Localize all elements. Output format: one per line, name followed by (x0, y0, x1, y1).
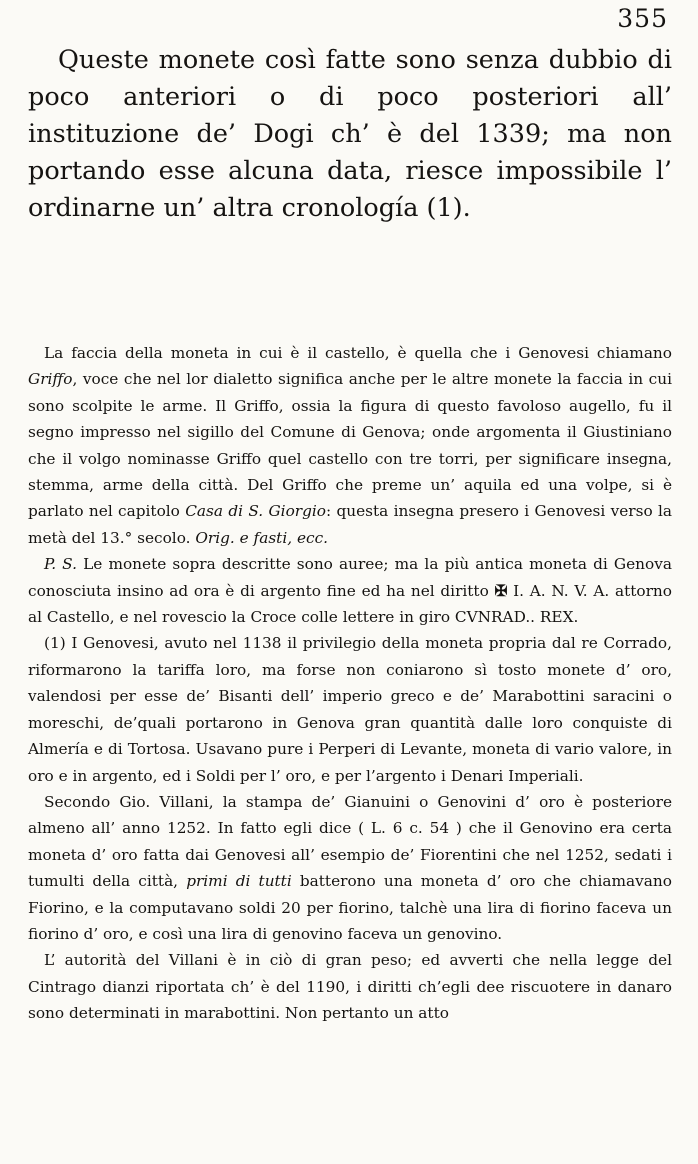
notes-section (28, 340, 672, 1027)
chapter-reference: Casa di S. Giorgio (185, 502, 326, 521)
note-text: I. A. N. V. A. attorno al Castello, e nel rovescio la Croce colle lettere in giro CVNRAD.. REX. (28, 581, 672, 627)
footnote-1: (1) I Genovesi, avuto nel 1138 il privilegio della moneta propria dal re Corrado, riformarono la tariffa loro, ma forse non coniarono sì tosto monete d’ oro, valendosi per esse de’ Bisanti dell’ imperio greco e de’ Marabottini saracini o moreschi, de’quali portarono in Genova gran quantità dalle loro conquiste di Almería e di Tortosa. Usavano pure i Perperi di Levante, moneta di vario valore, in oro e in argento, ed i Soldi per l’ oro, e per l’argento i Denari Imperiali. (28, 634, 672, 785)
note-text: Secondo Gio. Villani, la stampa de’ Gianuini o Genovini d’ oro è posteriore almeno all’ anno 1252. In fatto egli dice ( L. 6 c. 54 ) che il Genovino era certa moneta d’ oro fatta dai Genovesi all’ esempio de’ Fiorentini che nel 1252, sedati i tumulti della città, (28, 792, 672, 891)
note-griffo (28, 340, 672, 551)
postscript-label: P. S. (44, 555, 77, 574)
page-number: 355 (617, 4, 668, 33)
note-villani (28, 789, 672, 947)
note-text: , voce che nel lor dialetto significa anche per le altre monete la faccia in cui sono scolpite le arme. Il Griffo, ossia la figura di questo favoloso augello, fu il segno impresso nel sigillo del Comune di Genova; onde argomenta il Giustiniano che il volgo nominasse Griffo quel castello con tre torri, per significare insegna, stemma, arme della città. Del Griffo che preme un’ aquila ed una volpe, si è parlato nel capitolo (28, 370, 672, 521)
main-text (28, 42, 672, 227)
main-paragraph: Queste monete così fatte sono senza dubbio di poco anteriori o di poco posteriori all’ instituzione de’ Dogi ch’ è del 1339; ma non portando esse alcuna data, riesce impossibile l’ ordinarne un’ altra cronología (1). (28, 45, 672, 223)
source-reference: Orig. e fasti, ecc. (195, 528, 328, 547)
note-last: L’ autorità del Villani è in ciò di gran peso; ed avverti che nella legge del Cintrago dianzi riportata ch’ è del 1190, i diritti ch’egli dee riscuotere in danaro sono determinati in marabottini. Non pertanto un atto (28, 951, 672, 1023)
cross-icon: ✠ (494, 581, 508, 600)
note-postscript (28, 551, 672, 630)
note-text: Le monete sopra descritte sono auree; ma la più antica moneta di Genova conosciuta insino ad ora è di argento fine ed ha nel diritto (28, 555, 672, 600)
note-text: : questa insegna presero i Genovesi verso la metà del 13.° secolo. (28, 502, 672, 547)
note-term: Griffo (28, 370, 73, 389)
note-text: La faccia della moneta in cui è il castello, è quella che i Genovesi chiamano (44, 344, 672, 362)
quote-text: primi di tutti (186, 872, 292, 891)
note-text: batterono una moneta d’ oro che chiamavano Fiorino, e la computavano soldi 20 per fiorino, talchè una lira di fiorino faceva un fiorino d’ oro, e così una lira di genovino faceva un genovino. (28, 872, 672, 943)
